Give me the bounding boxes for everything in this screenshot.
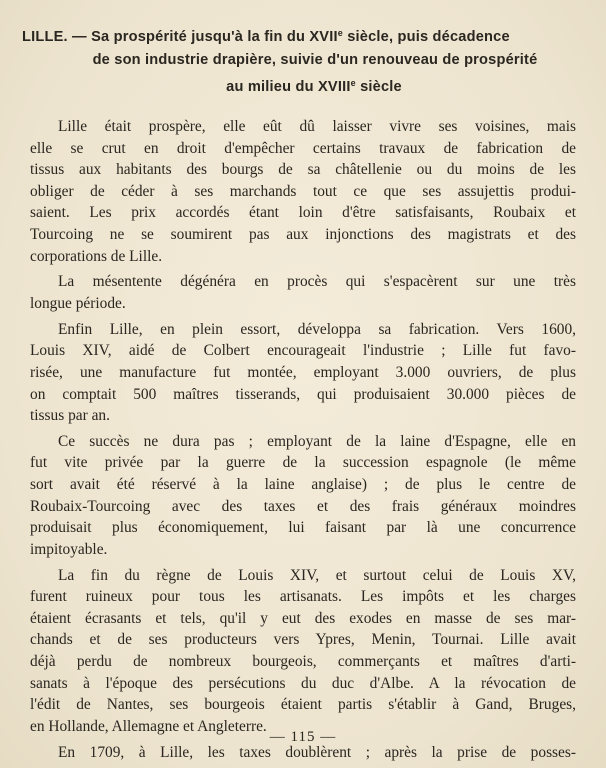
text-line: Ce succès ne dura pas ; employant de la laine d'Espagne, elle en (58, 432, 576, 450)
heading-line-2: de son industrie drapière, suivie d'un renouveau de prospérité (92, 52, 538, 68)
text-line: fut vite privée par la guerre de la succession espagnole (le même (30, 454, 576, 472)
text-line: obliger de céder à ses marchands tout ce que ses assujettis produi- (30, 182, 576, 200)
text-line: Tourcoing ne se soumirent pas aux injonctions des magistrats et des (30, 225, 576, 243)
text-line: impitoyable. (30, 540, 108, 558)
heading-line-3: au milieu du XVIIIe siècle (226, 78, 402, 95)
paragraph (30, 271, 576, 314)
paragraph (30, 431, 576, 561)
text-line: furent ruineux pour tous les artisanats. Les impôts et les charges (30, 588, 576, 606)
text-line: risée, une manufacture fut montée, employant 3.000 ouvriers, de plus (30, 363, 576, 381)
text-line: tissus par an. (30, 407, 110, 425)
text-line: étaient écrasants et tels, qu'il y eut des exodes en masse de ses mar- (30, 609, 576, 627)
paragraph (30, 116, 576, 267)
text-line: La fin du règne de Louis XIV, et surtout celui de Louis XV, (58, 566, 576, 584)
text-line: déjà perdu de nombreux bourgeois, commerçants et maîtres d'arti- (30, 653, 576, 670)
paragraph (30, 565, 576, 738)
text-line: La mésentente dégénéra en procès qui s'espacèrent sur une très (58, 273, 576, 291)
text-line: sanats à l'époque des persécutions du duc d'Albe. A la révocation de (30, 674, 576, 692)
text-line: sort avait été réservé à la laine anglaise) ; de plus le centre de (30, 476, 576, 494)
text-line: corporations de Lille. (30, 247, 163, 265)
text-line: saient. Les prix accordés étant loin d'être satisfaisants, Roubaix et (30, 204, 576, 222)
text-line: l'édit de Nantes, ses bourgeois étaient partis s'établir à Gand, Bruges, (30, 696, 576, 714)
text-line: Louis XIV, aidé de Colbert encourageait l'industrie ; Lille fut favo- (30, 342, 576, 360)
text-line: Roubaix-Tourcoing avec des taxes et des frais généraux moindres (30, 497, 576, 515)
text-line: en Hollande, Allemagne et Angleterre. (30, 717, 267, 735)
page-number: — 115 — (269, 729, 337, 745)
chapter-heading (22, 22, 582, 99)
text-line: Lille était prospère, elle eût dû laisser vivre ses voisines, mais (58, 118, 576, 135)
body-text (30, 116, 576, 767)
text-line: Enfin Lille, en plein essort, développa sa fabrication. Vers 1600, (58, 320, 576, 338)
text-line: En 1709, à Lille, les taxes doublèrent ; après la prise de posses- (58, 743, 576, 761)
text-line: elle se crut en droit d'empêcher certains travaux de fabrication de (30, 139, 576, 157)
heading-line-1: LILLE. — Sa prospérité jusqu'à la fin du XVIIe siècle, puis décadence (22, 28, 510, 45)
text-line: chands et de ses producteurs vers Ypres, Menin, Tournai. Lille avait (30, 631, 576, 649)
paragraph (30, 319, 576, 427)
text-line: produisait plus économiquement, lui faisant par là une concurrence (30, 519, 576, 537)
text-line: longue période. (30, 294, 126, 312)
text-line: on comptait 500 maîtres tisserands, qui produisaient 30.000 pièces de (30, 385, 576, 403)
text-line: tissus aux habitants des bourgs de sa châtellenie ou du moins de les (30, 161, 576, 179)
